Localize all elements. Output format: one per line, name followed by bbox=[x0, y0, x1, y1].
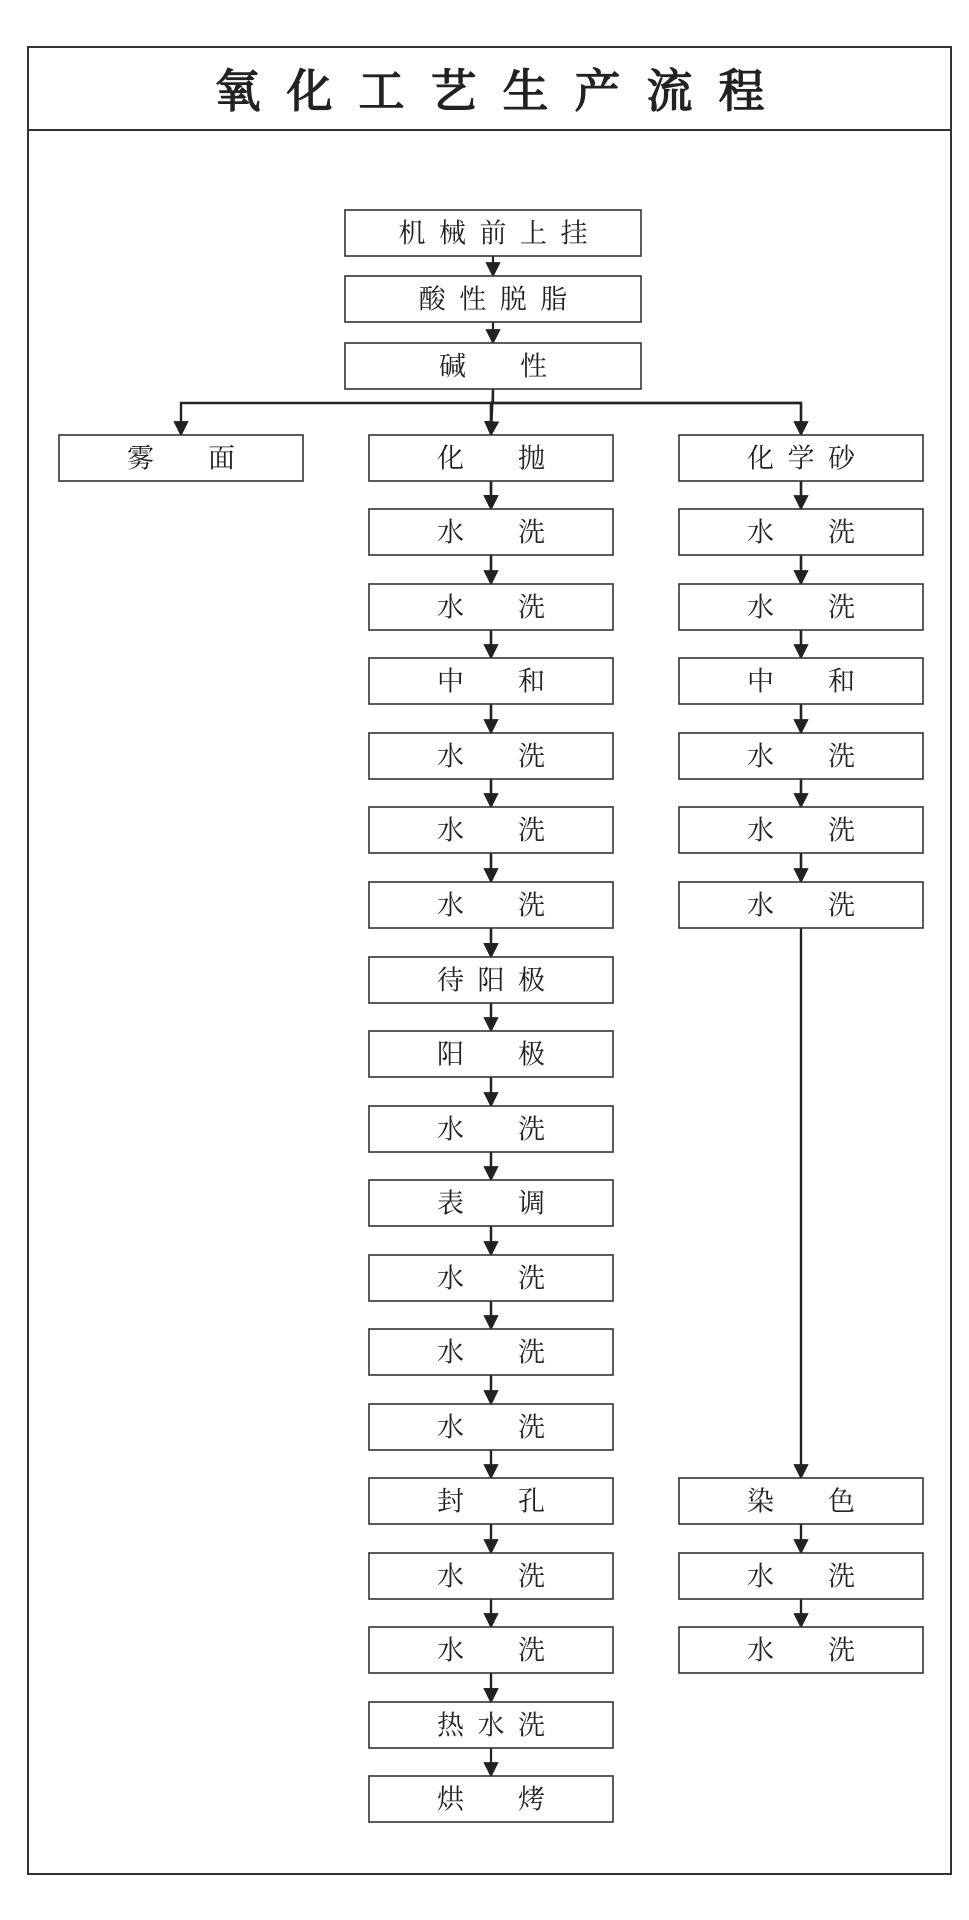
step-label: 染 色 bbox=[747, 1486, 855, 1518]
step-label: 热 水 洗 bbox=[437, 1710, 545, 1742]
process-step-s14 bbox=[369, 1031, 613, 1077]
step-label: 烘 烤 bbox=[437, 1784, 545, 1816]
process-step-r6 bbox=[679, 882, 923, 928]
connectors bbox=[181, 256, 801, 1776]
step-label: 水 洗 bbox=[437, 815, 545, 847]
process-step-s16 bbox=[369, 1180, 613, 1226]
process-step-s6 bbox=[679, 435, 923, 481]
process-step-d1 bbox=[679, 1478, 923, 1524]
process-step-s24 bbox=[369, 1776, 613, 1822]
step-label: 水 洗 bbox=[437, 1337, 545, 1369]
step-label: 水 洗 bbox=[747, 517, 855, 549]
step-label: 表 调 bbox=[437, 1188, 545, 1220]
connector-s3-s6 bbox=[493, 389, 801, 435]
step-label: 水 洗 bbox=[437, 890, 545, 922]
process-step-s18 bbox=[369, 1329, 613, 1375]
process-step-s11 bbox=[369, 807, 613, 853]
process-step-s1 bbox=[345, 210, 641, 256]
process-step-s23 bbox=[369, 1702, 613, 1748]
step-label: 水 洗 bbox=[437, 592, 545, 624]
process-step-s15 bbox=[369, 1106, 613, 1152]
process-step-d2 bbox=[679, 1553, 923, 1599]
connector-s3-s4 bbox=[181, 389, 493, 435]
step-label: 水 洗 bbox=[747, 592, 855, 624]
process-step-s9 bbox=[369, 658, 613, 704]
process-step-s8 bbox=[369, 584, 613, 630]
process-step-s17 bbox=[369, 1255, 613, 1301]
step-label: 水 洗 bbox=[437, 1635, 545, 1667]
step-label: 水 洗 bbox=[747, 890, 855, 922]
process-step-r4 bbox=[679, 733, 923, 779]
process-step-r1 bbox=[679, 509, 923, 555]
step-label: 水 洗 bbox=[437, 1114, 545, 1146]
step-label: 水 洗 bbox=[747, 1635, 855, 1667]
diagram-title: 氧化工艺生产流程 bbox=[214, 63, 791, 118]
process-step-s4 bbox=[59, 435, 303, 481]
step-label: 雾 面 bbox=[127, 443, 235, 475]
process-step-s10 bbox=[369, 733, 613, 779]
step-label: 酸 性 脱 脂 bbox=[418, 284, 568, 316]
process-step-s3 bbox=[345, 343, 641, 389]
step-label: 水 洗 bbox=[437, 741, 545, 773]
step-label: 中 和 bbox=[437, 666, 545, 698]
process-step-s22 bbox=[369, 1627, 613, 1673]
process-step-s19 bbox=[369, 1404, 613, 1450]
connector-s19-d1 bbox=[491, 403, 801, 1478]
process-step-s5 bbox=[369, 435, 613, 481]
step-label: 水 洗 bbox=[437, 1263, 545, 1295]
process-step-s20 bbox=[369, 1478, 613, 1524]
process-step-r3 bbox=[679, 658, 923, 704]
process-step-s13 bbox=[369, 957, 613, 1003]
step-label: 封 孔 bbox=[437, 1486, 545, 1518]
process-step-s21 bbox=[369, 1553, 613, 1599]
process-step-r2 bbox=[679, 584, 923, 630]
step-label: 水 洗 bbox=[437, 1561, 545, 1593]
process-step-s7 bbox=[369, 509, 613, 555]
step-label: 碱 性 bbox=[439, 351, 547, 383]
process-step-d3 bbox=[679, 1627, 923, 1673]
step-label: 机 械 前 上 挂 bbox=[398, 218, 588, 250]
step-label: 中 和 bbox=[747, 666, 855, 698]
step-label: 水 洗 bbox=[437, 517, 545, 549]
step-label: 水 洗 bbox=[747, 815, 855, 847]
step-label: 水 洗 bbox=[437, 1412, 545, 1444]
step-label: 待 阳 极 bbox=[437, 965, 545, 997]
step-label: 水 洗 bbox=[747, 1561, 855, 1593]
step-label: 阳 极 bbox=[437, 1039, 545, 1071]
step-label: 水 洗 bbox=[747, 741, 855, 773]
step-label: 化 抛 bbox=[437, 443, 545, 475]
process-step-s2 bbox=[345, 276, 641, 322]
step-label: 化 学 砂 bbox=[747, 443, 855, 475]
process-step-s12 bbox=[369, 882, 613, 928]
process-step-r5 bbox=[679, 807, 923, 853]
